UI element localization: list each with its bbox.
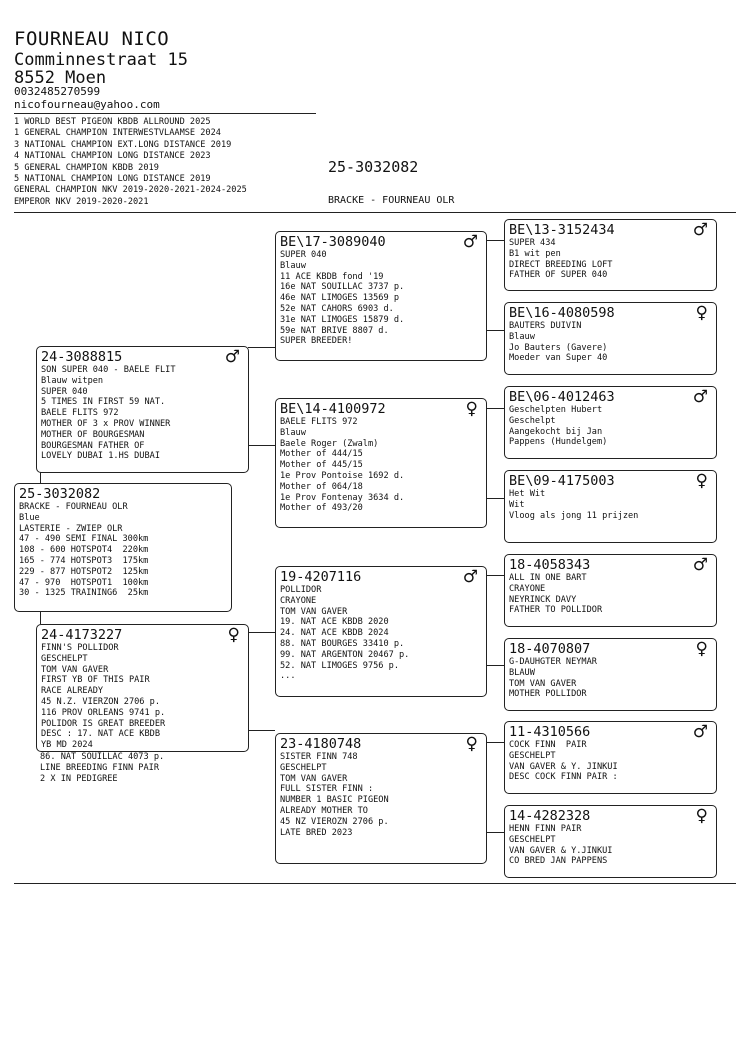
card-text-line: TOM VAN GAVER (280, 773, 348, 784)
bottom-rule (14, 883, 736, 884)
achievement-line: EMPEROR NKV 2019-2020-2021 (14, 196, 149, 207)
ring-number: BE\14-4100972 (280, 401, 386, 417)
card-text-line: VAN GAVER & Y. JINKUI (509, 761, 618, 772)
card-text-line: Het Wit (509, 489, 546, 499)
female-icon: ♀ (695, 303, 708, 323)
card-text-line: MOTHER OF 3 x PROV WINNER (41, 418, 171, 429)
card-text-line: FINN'S POLLIDOR (41, 643, 119, 653)
ring-number: BE\13-3152434 (509, 222, 615, 238)
card-text-line: Blauw witpen (41, 375, 104, 386)
card-text-line: BAUTERS DUIVIN (509, 321, 582, 331)
achievement-line: 1 WORLD BEST PIGEON KBDB ALLROUND 2025 (14, 117, 211, 127)
card-text-line: LOVELY DUBAI 1.HS DUBAI (41, 451, 160, 462)
card-text-line: BOURGESMAN FATHER OF (41, 440, 145, 451)
card-text-line: YB MD 2024 (41, 740, 93, 751)
card-text-line: 47 - 970 HOTSPOT1 100km (19, 577, 149, 588)
card-dam-dam (275, 733, 487, 864)
card-text-line: DESC COCK FINN PAIR : (509, 772, 618, 783)
overflow-line: 86. NAT SOUILLAC 4073 p. (40, 752, 165, 762)
top-rule (14, 212, 736, 213)
card-text-line: GESCHELPT (509, 750, 556, 761)
card-text-line: Mother of 064/18 (280, 481, 363, 492)
card-text-line: MOTHER POLLIDOR (509, 689, 587, 700)
card-text-line: 1e Prov Fontenay 3634 d. (280, 492, 405, 503)
male-icon: ♂ (692, 387, 708, 407)
card-text-line: 16e NAT SOUILLAC 3737 p. (280, 282, 405, 293)
card-text-line: RACE ALREADY (41, 686, 104, 697)
card-text-line: 59e NAT BRIVE 8807 d. (280, 325, 389, 336)
card-text-line: Blauw (280, 427, 306, 438)
overflow-line: LINE BREEDING FINN PAIR (40, 762, 159, 773)
card-text-line: NUMBER 1 BASIC PIGEON (280, 795, 389, 806)
card-text-line: Baele Roger (Zwalm) (280, 438, 379, 449)
card-text-line: FATHER OF SUPER 040 (509, 270, 608, 281)
card-sdd (504, 470, 717, 543)
male-icon: ♂ (692, 722, 708, 742)
card-text-line: Mother of 445/15 (280, 460, 363, 471)
card-text-line: ALREADY MOTHER TO (280, 805, 368, 816)
card-dss (504, 554, 717, 627)
card-text-line: ... (280, 671, 296, 682)
card-text-line: TOM VAN GAVER (509, 678, 577, 689)
card-text-line: SUPER 040 (280, 250, 327, 260)
card-text-line: Jo Bauters (Gavere) (509, 342, 608, 353)
male-icon: ♂ (224, 347, 240, 367)
card-text-line: SON SUPER 040 - BAELE FLIT (41, 365, 176, 375)
card-text-line: 19. NAT ACE KBDB 2020 (280, 617, 389, 628)
card-text-line: LASTERIE - ZWIEP OLR (19, 523, 123, 534)
achievement-line: 1 GENERAL CHAMPION INTERWESTVLAAMSE 2024 (14, 128, 221, 139)
achievement-line: GENERAL CHAMPION NKV 2019-2020-2021-2024-2025 (14, 185, 247, 196)
card-text-line: DIRECT BREEDING LOFT (509, 259, 613, 270)
ring-number: 11-4310566 (509, 724, 591, 740)
card-text-line: GESCHELPT (280, 762, 327, 773)
card-text-line: Blauw (509, 331, 535, 342)
owner-email: nicofourneau@yahoo.com (14, 98, 160, 111)
card-text-line: 229 - 877 HOTSPOT2 125km (19, 566, 149, 577)
ring-number: 18-4070807 (509, 641, 591, 657)
ring-number: BE\16-4080598 (509, 305, 615, 321)
connector-sire-sd (248, 445, 275, 446)
card-text-line: ALL IN ONE BART (509, 573, 587, 583)
subject-ring-heading: 25-3032082 (328, 158, 419, 176)
female-icon: ♀ (695, 806, 708, 826)
female-icon: ♀ (465, 734, 478, 754)
ring-number: BE\17-3089040 (280, 234, 386, 250)
card-text-line: Geschelpten Hubert (509, 405, 603, 415)
card-text-line: SUPER BREEDER! (280, 336, 353, 347)
card-text-line: 108 - 600 HOTSPOT4 220km (19, 545, 149, 556)
card-text-line: 88. NAT BOURGES 33410 p. (280, 638, 405, 649)
card-text-line: 46e NAT LIMOGES 13569 p (280, 293, 399, 304)
card-text-line: VAN GAVER & Y.JINKUI (509, 845, 613, 856)
card-text-line: SISTER FINN 748 (280, 752, 358, 762)
ring-number: 25-3032082 (19, 486, 101, 502)
card-sire-dam (275, 398, 487, 528)
card-text-line: MOTHER OF BOURGESMAN (41, 429, 145, 440)
overflow-line: 2 X IN PEDIGREE (40, 773, 118, 784)
card-text-line: Geschelpt (509, 415, 556, 426)
card-dds (504, 721, 717, 794)
owner-name: FOURNEAU NICO (14, 28, 170, 50)
card-text-line: POLIDOR IS GREAT BREEDER (41, 718, 166, 729)
card-dam (36, 624, 249, 752)
connector-subject-dam (40, 612, 41, 624)
ring-number: 23-4180748 (280, 736, 362, 752)
male-icon: ♂ (692, 555, 708, 575)
subject-name-heading: BRACKE - FOURNEAU OLR (328, 195, 455, 206)
card-text-line: CO BRED JAN PAPPENS (509, 856, 608, 867)
card-text-line: TOM VAN GAVER (280, 606, 348, 617)
connector-sire-subject (40, 472, 41, 483)
card-text-line: 1e Prov Pontoise 1692 d. (280, 470, 405, 481)
card-text-line: 24. NAT ACE KBDB 2024 (280, 628, 389, 639)
card-text-line: 45 N.Z. VIERZON 2706 p. (41, 696, 160, 707)
card-text-line: SUPER 434 (509, 238, 556, 248)
card-sss (504, 219, 717, 291)
card-ddd (504, 805, 717, 878)
ring-number: 19-4207116 (280, 569, 362, 585)
ring-number: 24-4173227 (41, 627, 123, 643)
card-text-line: NEYRINCK DAVY (509, 594, 577, 605)
card-ssd (504, 302, 717, 375)
male-icon: ♂ (462, 232, 478, 252)
card-text-line: GESCHELPT (509, 834, 556, 845)
card-text-line: 47 - 490 SEMI FINAL 300km (19, 534, 149, 545)
card-text-line: Blauw (280, 260, 306, 271)
male-icon: ♂ (692, 220, 708, 240)
card-text-line: BLAUW (509, 667, 535, 678)
card-text-line: G-DAUHGTER NEYMAR (509, 657, 597, 667)
card-text-line: GESCHELPT (41, 653, 88, 664)
card-text-line: Mother of 444/15 (280, 449, 363, 460)
card-text-line: FULL SISTER FINN : (280, 784, 374, 795)
female-icon: ♀ (695, 639, 708, 659)
owner-phone: 0032485270599 (14, 85, 101, 98)
female-icon: ♀ (227, 625, 240, 645)
owner-city: 8552 Moen (14, 68, 107, 88)
card-text-line: 52. NAT LIMOGES 9756 p. (280, 660, 399, 671)
card-subject (14, 483, 232, 612)
female-icon: ♀ (695, 471, 708, 491)
ring-number: 14-4282328 (509, 808, 591, 824)
card-text-line: Pappens (Hundelgem) (509, 437, 608, 448)
card-text-line: FIRST YB OF THIS PAIR (41, 675, 150, 686)
female-icon: ♀ (465, 399, 478, 419)
card-text-line: COCK FINN PAIR (509, 740, 587, 750)
card-text-line: 5 TIMES IN FIRST 59 NAT. (41, 397, 166, 408)
card-text-line: 45 NZ VIEROZN 2706 p. (280, 816, 389, 827)
male-icon: ♂ (462, 567, 478, 587)
card-text-line: 11 ACE KBDB fond '19 (280, 271, 384, 282)
card-text-line: BAELE FLITS 972 (41, 408, 119, 419)
card-text-line: LATE BRED 2023 (280, 827, 353, 838)
card-text-line: HENN FINN PAIR (509, 824, 582, 834)
card-sire-sire (275, 231, 487, 361)
card-sds (504, 386, 717, 459)
card-dam-sire (275, 566, 487, 697)
card-text-line: 31e NAT LIMOGES 15879 d. (280, 314, 405, 325)
connector-dam-dd (248, 730, 275, 731)
card-text-line: SUPER 040 (41, 386, 88, 397)
ring-number: 18-4058343 (509, 557, 591, 573)
card-text-line: 30 - 1325 TRAINING6 25km (19, 588, 149, 599)
card-sire (36, 346, 249, 473)
achievement-line: 3 NATIONAL CHAMPION EXT.LONG DISTANCE 2019 (14, 139, 232, 150)
dam-overflow-text (40, 752, 164, 784)
card-text-line: TOM VAN GAVER (41, 664, 109, 675)
card-text-line: BAELE FLITS 972 (280, 417, 358, 427)
card-text-line: CRAYONE (509, 583, 546, 594)
card-text-line: POLLIDOR (280, 585, 322, 595)
card-text-line: 52e NAT CAHORS 6903 d. (280, 303, 394, 314)
card-text-line: CRAYONE (280, 595, 317, 606)
card-text-line: Mother of 493/20 (280, 503, 363, 514)
achievement-line: 4 NATIONAL CHAMPION LONG DISTANCE 2023 (14, 151, 211, 162)
card-text-line: DESC : 17. NAT ACE KBDB (41, 729, 160, 740)
header-divider (14, 113, 316, 114)
card-dsd (504, 638, 717, 711)
card-text-line: Aangekocht bij Jan (509, 426, 603, 437)
card-text-line: Vloog als jong 11 prijzen (509, 510, 639, 521)
card-text-line: 99. NAT ARGENTON 20467 p. (280, 649, 410, 660)
card-text-line: Moeder van Super 40 (509, 353, 608, 364)
achievement-line: 5 NATIONAL CHAMPION LONG DISTANCE 2019 (14, 174, 211, 184)
card-text-line: BRACKE - FOURNEAU OLR (19, 502, 128, 512)
card-text-line: 116 PROV ORLEANS 9741 p. (41, 707, 166, 718)
achievement-line: 5 GENERAL CHAMPION KBDB 2019 (14, 162, 159, 173)
ring-number: BE\06-4012463 (509, 389, 615, 405)
ring-number: 24-3088815 (41, 349, 123, 365)
connector-sire-ss (248, 347, 275, 348)
connector-dam-ds (248, 632, 275, 633)
ring-number: BE\09-4175003 (509, 473, 615, 489)
owner-street: Comminnestraat 15 (14, 50, 188, 70)
card-text-line: Wit (509, 499, 525, 510)
card-text-line: FATHER TO POLLIDOR (509, 605, 603, 616)
card-text-line: Blue (19, 512, 40, 523)
card-text-line: 165 - 774 HOTSPOT3 175km (19, 555, 149, 566)
card-text-line: B1 wit pen (509, 248, 561, 259)
